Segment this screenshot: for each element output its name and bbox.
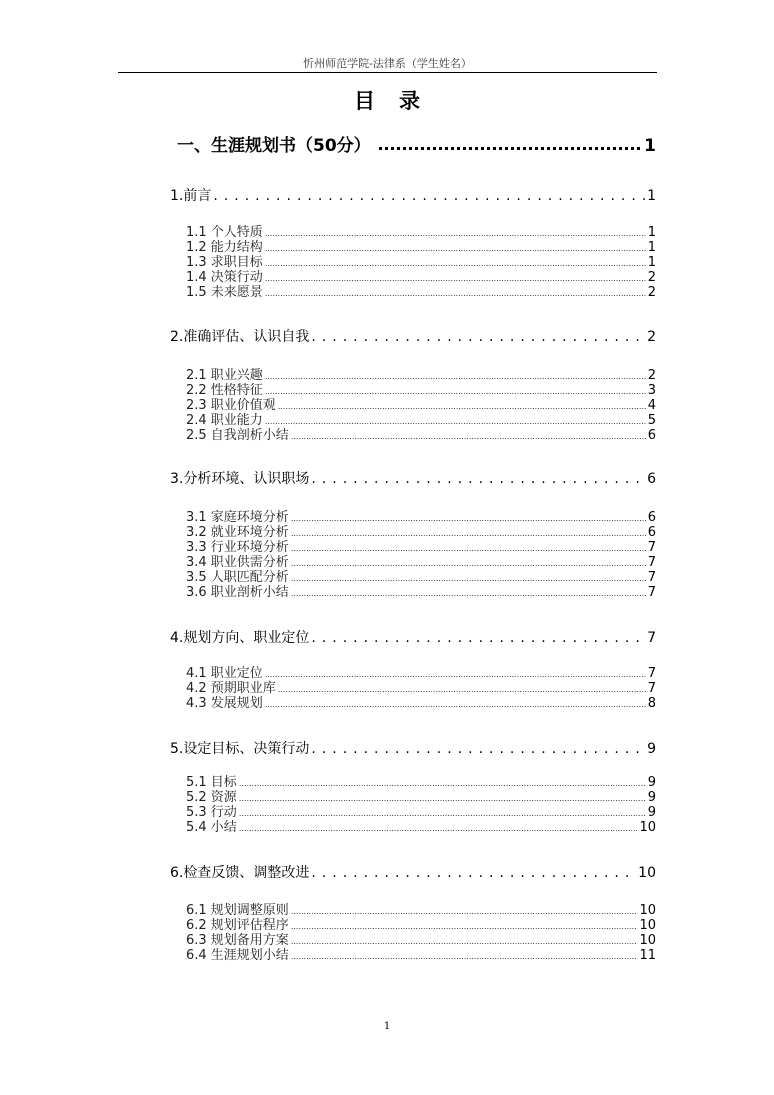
toc-subsection-label: 2.5 自我剖析小结 [186,428,289,443]
toc-leader [265,286,646,301]
toc-section-label: 5.设定目标、决策行动 [170,741,310,757]
toc-subsection-label: 3.6 职业剖析小结 [186,585,289,600]
toc-subsection-6-3[interactable] [186,933,656,948]
toc-section-label: 3.分析环境、认识职场 [170,471,310,487]
toc-leader [265,667,646,682]
toc-subsection-label: 1.3 求职目标 [186,255,263,270]
toc-leader [278,399,646,414]
toc-section-1[interactable] [170,185,656,205]
toc-subsection-4-1[interactable] [186,666,656,681]
toc-subsection-page: 3 [647,383,656,398]
toc-leader [311,471,645,487]
toc-subsection-label: 3.5 人职匹配分析 [186,570,289,585]
toc-subsection-3-6[interactable] [186,585,656,600]
toc-leader [291,949,638,964]
toc-subsection-2-2[interactable] [186,383,656,398]
toc-leader [265,414,646,429]
toc-subsection-page: 1 [647,225,656,240]
toc-subsection-1-3[interactable] [186,255,656,270]
toc-leader [291,526,646,541]
toc-subsection-label: 5.4 小结 [186,820,237,835]
toc-subsection-1-5[interactable] [186,285,656,300]
toc-leader [239,791,646,806]
toc-leader [291,586,646,601]
toc-subsection-2-5[interactable] [186,428,656,443]
toc-subsection-label: 6.1 规划调整原则 [186,903,289,918]
toc-subsection-label: 2.4 职业能力 [186,413,263,428]
toc-leader [278,682,646,697]
toc-subsection-label: 4.1 职业定位 [186,666,263,681]
toc-section-page: 1 [647,188,656,204]
toc-subsection-2-1[interactable] [186,368,656,383]
toc-leader [311,630,645,646]
toc-subsection-2-3[interactable] [186,398,656,413]
toc-subsection-label: 5.1 目标 [186,775,237,790]
toc-subsection-page: 5 [647,413,656,428]
toc-leader [311,865,636,881]
toc-leader [311,741,645,757]
toc-leader [379,137,640,150]
toc-leader [291,556,646,571]
toc-subsection-label: 2.1 职业兴趣 [186,368,263,383]
toc-section-label: 1.前言 [170,188,212,204]
running-header: 忻州师范学院-法律系（学生姓名） [303,57,472,70]
toc-subsection-label: 1.2 能力结构 [186,240,263,255]
toc-subsection-page: 4 [647,398,656,413]
toc-subsection-label: 3.3 行业环境分析 [186,540,289,555]
toc-section-page: 2 [647,329,656,345]
toc-subsection-page: 7 [647,585,656,600]
toc-subsection-page: 2 [647,368,656,383]
toc-leader [265,256,646,271]
toc-leader [265,226,646,241]
toc-subsection-page: 6 [647,428,656,443]
toc-subsection-page: 10 [639,933,656,948]
toc-main-page: 1 [644,136,656,156]
page-number: 1 [383,1021,391,1032]
toc-subsection-page: 6 [647,510,656,525]
toc-subsection-label: 5.2 资源 [186,790,237,805]
toc-subsection-page: 7 [647,666,656,681]
toc-section-page: 9 [647,741,656,757]
toc-subsection-page: 9 [647,805,656,820]
toc-subsection-label: 6.3 规划备用方案 [186,933,289,948]
toc-subsection-3-1[interactable] [186,510,656,525]
toc-subsection-3-2[interactable] [186,525,656,540]
toc-leader [291,541,646,556]
toc-subsection-label: 4.2 预期职业库 [186,681,276,696]
toc-subsection-4-2[interactable] [186,681,656,696]
toc-subsection-page: 10 [639,903,656,918]
toc-subsection-label: 3.2 就业环境分析 [186,525,289,540]
toc-subsection-label: 5.3 行动 [186,805,237,820]
toc-section-3[interactable] [170,468,656,488]
toc-subsection-page: 7 [647,570,656,585]
toc-leader [239,821,638,836]
toc-section-page: 6 [647,471,656,487]
toc-subsection-label: 3.4 职业供需分析 [186,555,289,570]
toc-leader [291,429,646,444]
toc-leader [265,697,646,712]
toc-subsection-page: 1 [647,255,656,270]
toc-section-page: 10 [638,865,656,881]
toc-section-4[interactable] [170,627,656,647]
toc-subsection-label: 4.3 发展规划 [186,696,263,711]
toc-subsection-6-2[interactable] [186,918,656,933]
toc-leader [213,188,645,204]
toc-subsection-3-4[interactable] [186,555,656,570]
toc-subsection-page: 7 [647,540,656,555]
toc-subsection-label: 2.2 性格特征 [186,383,263,398]
toc-subsection-label: 6.2 规划评估程序 [186,918,289,933]
toc-section-5[interactable] [170,738,656,758]
toc-subsection-5-3[interactable] [186,805,656,820]
toc-subsection-label: 1.4 决策行动 [186,270,263,285]
toc-subsection-page: 2 [647,270,656,285]
toc-section-page: 7 [647,630,656,646]
toc-leader [291,904,638,919]
toc-subsection-3-5[interactable] [186,570,656,585]
header-rule [118,72,657,73]
toc-subsection-page: 9 [647,775,656,790]
toc-leader [265,384,646,399]
toc-subsection-page: 11 [639,948,656,963]
toc-subsection-5-1[interactable] [186,775,656,790]
toc-section-6[interactable] [170,862,656,882]
toc-leader [291,934,638,949]
toc-subsection-6-4[interactable] [186,948,656,963]
toc-leader [291,919,638,934]
toc-main-entry[interactable] [177,131,656,156]
toc-subsection-label: 1.5 未来愿景 [186,285,263,300]
toc-subsection-5-4[interactable] [186,820,656,835]
toc-subsection-2-4[interactable] [186,413,656,428]
toc-subsection-page: 7 [647,555,656,570]
toc-section-2[interactable] [170,326,656,346]
toc-subsection-label: 2.3 职业价值观 [186,398,276,413]
toc-subsection-6-1[interactable] [186,903,656,918]
toc-subsection-page: 6 [647,525,656,540]
toc-main-label: 一、生涯规划书（50分） [177,136,371,156]
toc-section-label: 2.准确评估、认识自我 [170,329,310,345]
toc-subsection-1-4[interactable] [186,270,656,285]
toc-leader [311,329,645,345]
toc-leader [265,369,646,384]
toc-subsection-1-1[interactable] [186,225,656,240]
toc-leader [265,271,646,286]
toc-subsection-page: 1 [647,240,656,255]
toc-subsection-1-2[interactable] [186,240,656,255]
toc-subsection-4-3[interactable] [186,696,656,711]
toc-title: 目录 [354,88,444,113]
toc-leader [239,776,646,791]
toc-leader [291,511,646,526]
toc-section-label: 6.检查反馈、调整改进 [170,865,310,881]
toc-subsection-page: 9 [647,790,656,805]
toc-subsection-page: 7 [647,681,656,696]
toc-subsection-label: 6.4 生涯规划小结 [186,948,289,963]
toc-subsection-3-3[interactable] [186,540,656,555]
toc-leader [291,571,646,586]
toc-leader [239,806,646,821]
toc-subsection-label: 3.1 家庭环境分析 [186,510,289,525]
toc-leader [265,241,646,256]
toc-subsection-page: 2 [647,285,656,300]
toc-section-label: 4.规划方向、职业定位 [170,630,310,646]
toc-subsection-label: 1.1 个人特质 [186,225,263,240]
toc-subsection-5-2[interactable] [186,790,656,805]
toc-subsection-page: 10 [639,918,656,933]
toc-subsection-page: 8 [647,696,656,711]
toc-subsection-page: 10 [639,820,656,835]
